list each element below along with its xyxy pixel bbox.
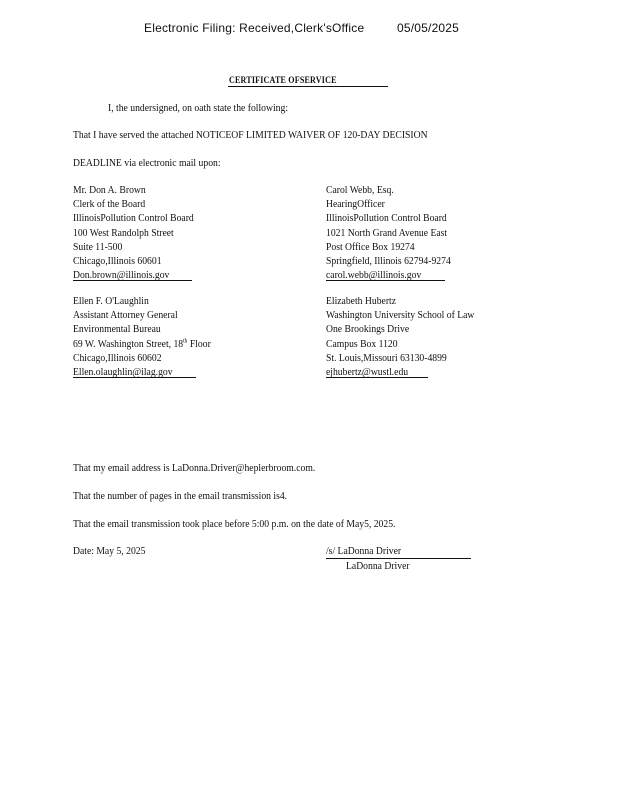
address-line: St. Louis,Missouri 63130-4899 bbox=[326, 352, 447, 364]
address-line: Ellen F. O'Laughlin bbox=[73, 296, 149, 307]
recipient-block-webb bbox=[326, 184, 451, 283]
service-statement-line2: DEADLINE via electronic mail upon: bbox=[73, 158, 221, 169]
recipient-email[interactable]: carol.webb@illinois.gov bbox=[326, 270, 422, 282]
address-line: Chicago,Illinois 60602 bbox=[73, 352, 162, 364]
email-underline bbox=[73, 280, 192, 281]
recipient-block-hubertz bbox=[326, 295, 474, 380]
recipient-block-olaughlin bbox=[73, 295, 211, 380]
address-line: Assistant Attorney General bbox=[73, 310, 178, 322]
intro-statement: I, the undersigned, on oath state the following: bbox=[108, 103, 289, 114]
address-line: Mr. Don A. Brown bbox=[73, 185, 146, 196]
recipient-email[interactable]: Ellen.olaughlin@ilag.gov bbox=[73, 367, 173, 379]
transmission-time-statement: That the email transmission took place before 5:00 p.m. on the date of May5, 2025. bbox=[73, 519, 396, 530]
address-line: Suite 11-500 bbox=[73, 241, 123, 253]
address-line: Springfield, Illinois 62794-9274 bbox=[326, 256, 451, 268]
address-line: Campus Box 1120 bbox=[326, 338, 398, 350]
address-line: Chicago,Illinois 60601 bbox=[73, 256, 162, 268]
email-underline bbox=[326, 280, 445, 281]
email-underline bbox=[326, 377, 428, 378]
signature-date: Date: May 5, 2025 bbox=[73, 546, 146, 557]
document-title: CERTIFICATE OFSERVICE bbox=[229, 76, 337, 86]
service-statement-line1: That I have served the attached NOTICEOF LIMITED WAIVER OF 120-DAY DECISION bbox=[73, 130, 428, 141]
recipient-block-brown bbox=[73, 184, 194, 283]
filing-stamp-date: 05/05/2025 bbox=[397, 21, 460, 35]
email-address-statement: That my email address is LaDonna.Driver@heplerbroom.com. bbox=[73, 463, 316, 474]
address-line: Carol Webb, Esq. bbox=[326, 185, 394, 196]
page-count-statement: That the number of pages in the email transmission is4. bbox=[73, 491, 288, 502]
address-line: HearingOfficer bbox=[326, 199, 385, 211]
address-line: IllinoisPollution Control Board bbox=[326, 213, 447, 225]
address-line: One Brookings Drive bbox=[326, 324, 410, 336]
address-line: 100 West Randolph Street bbox=[73, 227, 174, 239]
address-line: 1021 North Grand Avenue East bbox=[326, 227, 448, 239]
signer-name: LaDonna Driver bbox=[346, 561, 410, 572]
address-line: Elizabeth Hubertz bbox=[326, 296, 397, 307]
address-line: 69 W. Washington Street, 18th Floor bbox=[73, 338, 211, 350]
title-underline bbox=[228, 86, 388, 87]
recipient-email[interactable]: ejhubertz@wustl.edu bbox=[326, 367, 409, 379]
email-underline bbox=[73, 377, 196, 378]
address-line: Washington University School of Law bbox=[326, 310, 475, 322]
filing-stamp-label: Electronic Filing: Received,Clerk'sOffice bbox=[144, 21, 365, 35]
electronic-signature: /s/ LaDonna Driver bbox=[326, 546, 402, 557]
recipient-email[interactable]: Don.brown@illinois.gov bbox=[73, 270, 170, 282]
address-line: Post Office Box 19274 bbox=[326, 241, 415, 253]
address-line: Environmental Bureau bbox=[73, 324, 161, 336]
address-line: Clerk of the Board bbox=[73, 199, 146, 211]
signature-line bbox=[326, 558, 471, 559]
address-line: IllinoisPollution Control Board bbox=[73, 213, 194, 225]
